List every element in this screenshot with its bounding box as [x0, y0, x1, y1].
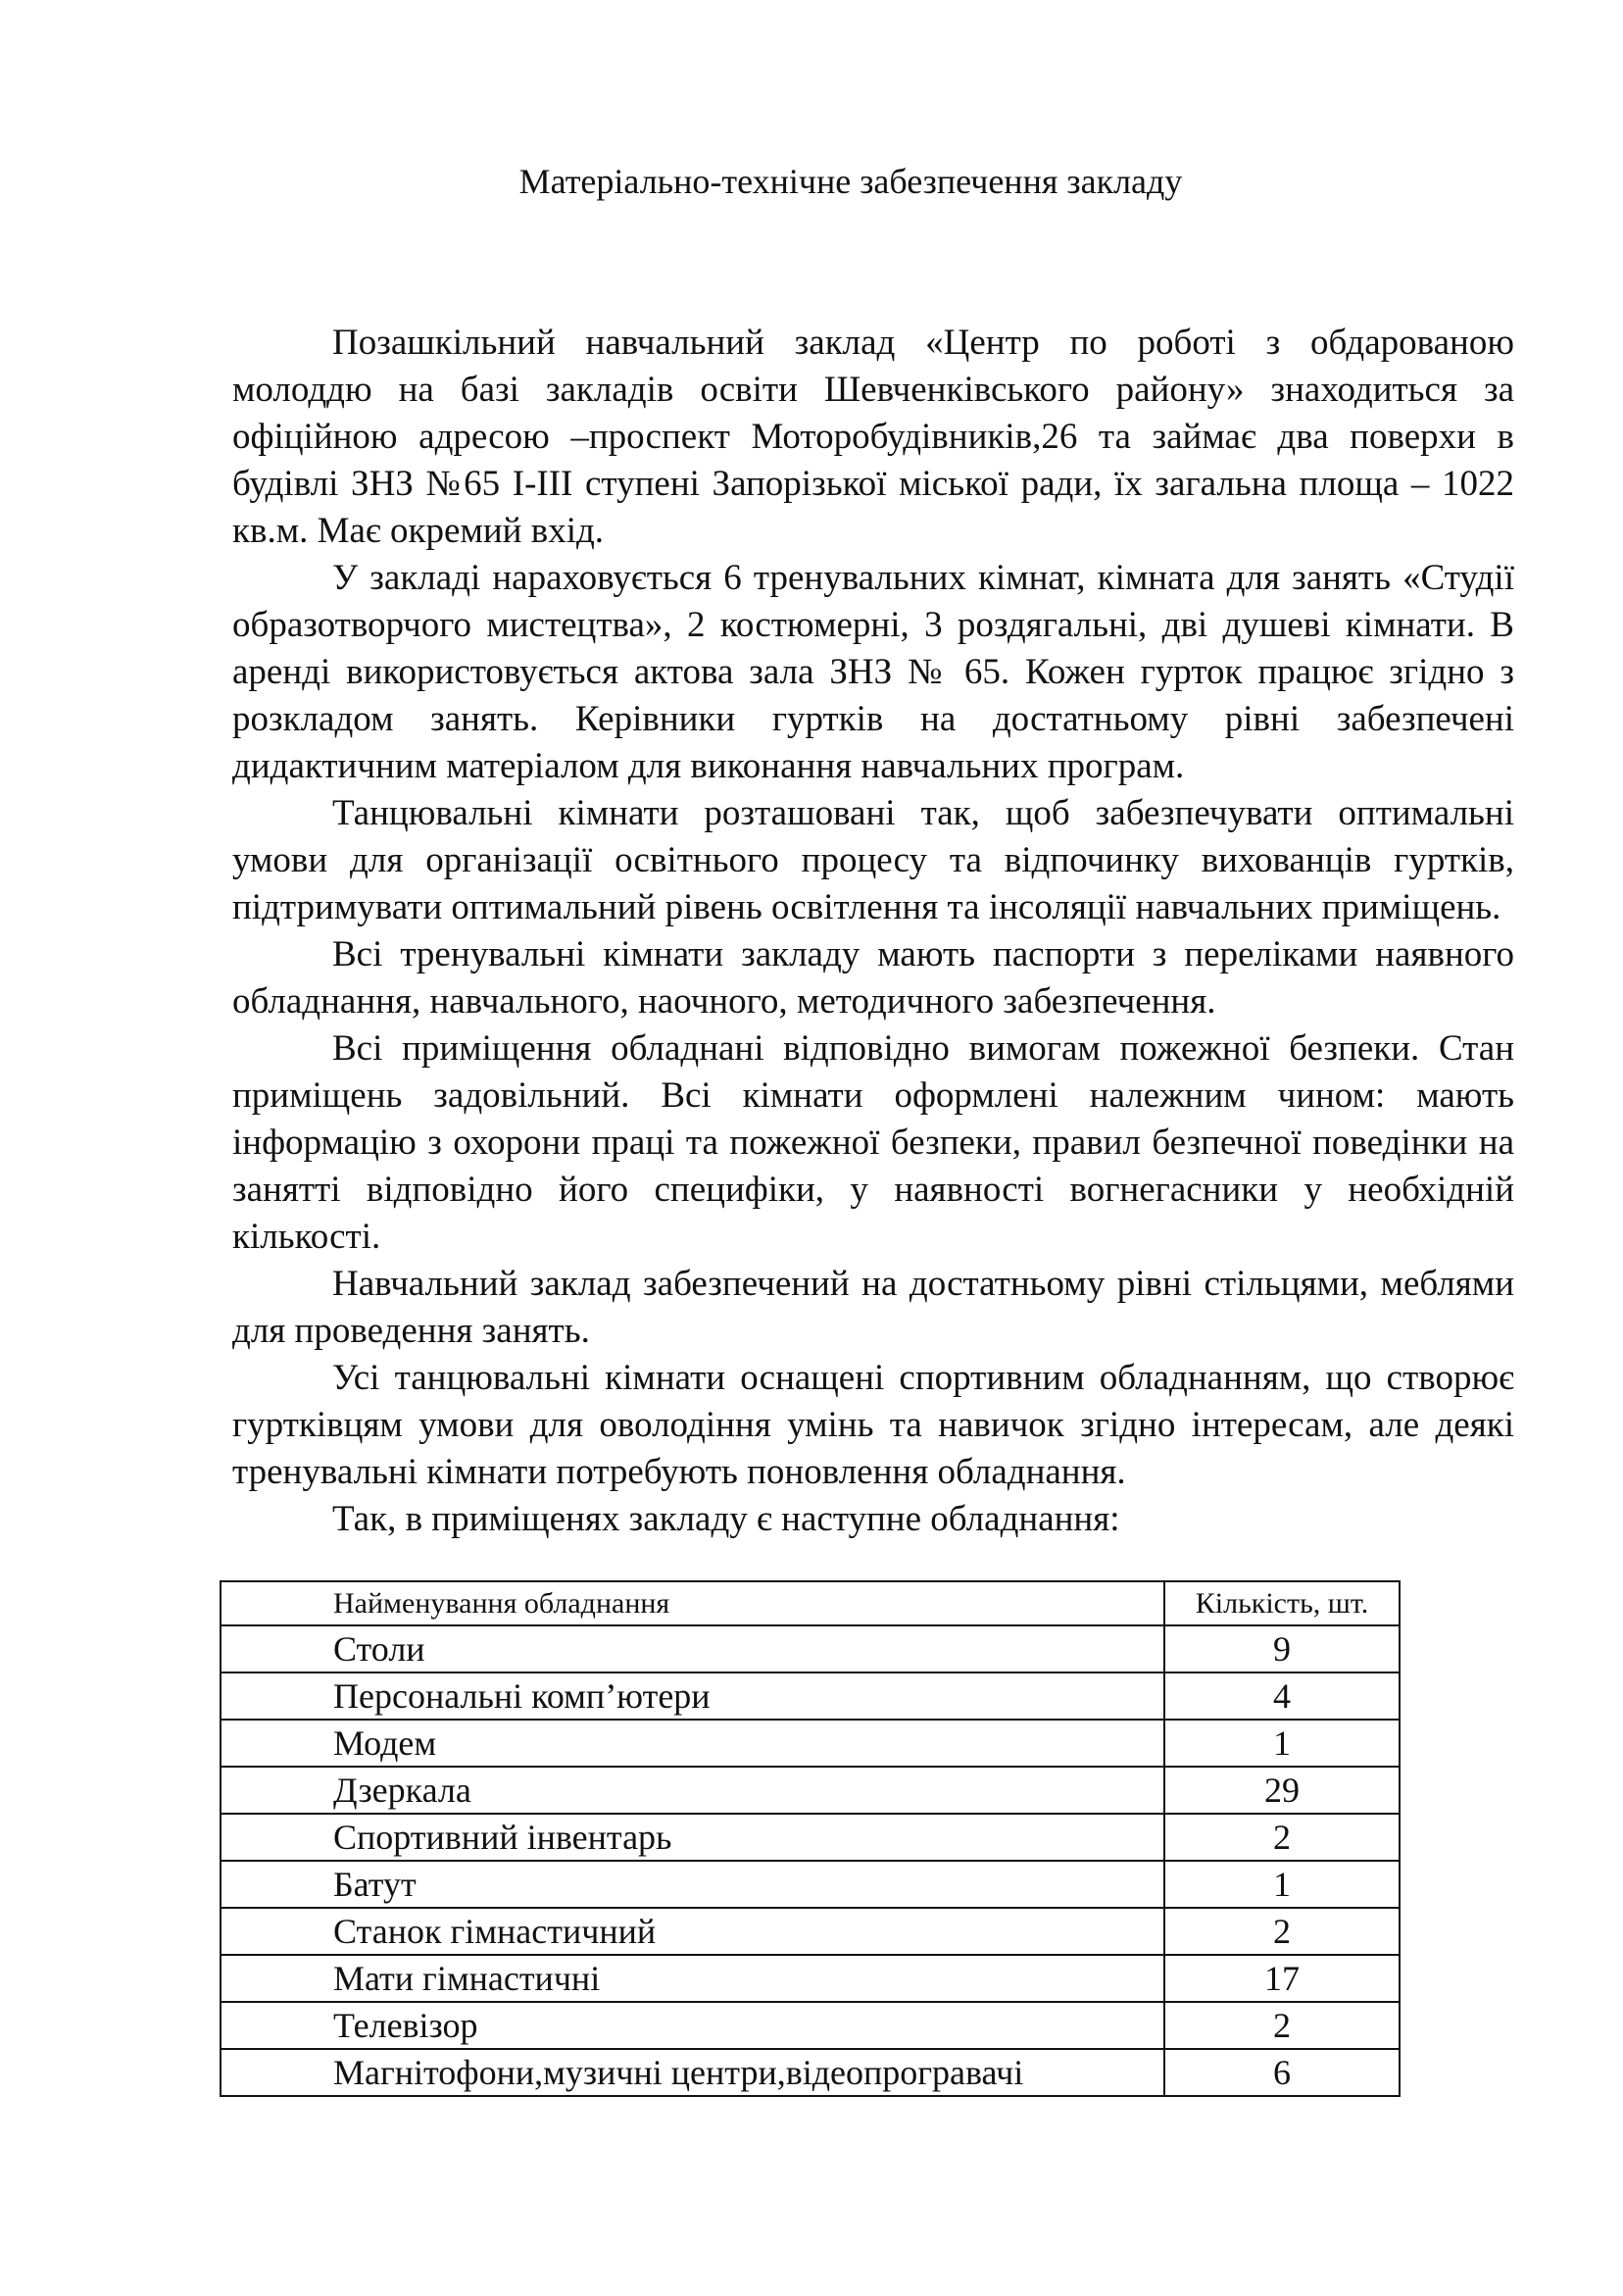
- table-row: [221, 1767, 1400, 1814]
- equipment-name-cell: Персональні комп’ютери: [221, 1672, 1164, 1720]
- table-row: [221, 1814, 1400, 1861]
- paragraph-passports: Всі тренувальні кімнати закладу мають паспорти з переліками наявного обладнання, навчального, наочного, методичного забезпечення.: [232, 934, 1514, 1022]
- equipment-quantity-cell: 6: [1164, 2049, 1400, 2096]
- equipment-name-cell: Мати гімнастичні: [221, 1955, 1164, 2002]
- equipment-quantity-cell: 17: [1164, 1955, 1400, 2002]
- equipment-name-cell: Батут: [221, 1861, 1164, 1908]
- equipment-name-cell: Станок гімнастичний: [221, 1908, 1164, 1955]
- equipment-quantity-cell: 29: [1164, 1767, 1400, 1814]
- equipment-name-cell: Дзеркала: [221, 1767, 1164, 1814]
- equipment-name-cell: Спортивний інвентарь: [221, 1814, 1164, 1861]
- equipment-quantity-cell: 2: [1164, 1814, 1400, 1861]
- table-row: [221, 1861, 1400, 1908]
- equipment-quantity-cell: 1: [1164, 1861, 1400, 1908]
- paragraph-sports-equipment: Усі танцювальні кімнати оснащені спортивним обладнанням, що створює гуртківцям умови для оволодіння умінь та навичок згідно інтересам, але деякі тренувальні кімнати потребують поновлення обладнання.: [232, 1358, 1514, 1492]
- table-row: [221, 1625, 1400, 1672]
- equipment-quantity-cell: 1: [1164, 1720, 1400, 1767]
- table-row: [221, 1720, 1400, 1767]
- column-header-quantity: Кількість, шт.: [1164, 1581, 1400, 1625]
- paragraph-dance-rooms: Танцювальні кімнати розташовані так, щоб забезпечувати оптимальні умови для організації освітнього процесу та відпочинку вихованців гуртків, підтримувати оптимальний рівень освітлення та інсоляції навчальних приміщень.: [232, 793, 1514, 927]
- equipment-quantity-cell: 4: [1164, 1672, 1400, 1720]
- paragraph-fire-safety: Всі приміщення обладнані відповідно вимогам пожежної безпеки. Стан приміщень задовільний. Всі кімнати оформлені належним чином: мають інформацію з охорони праці та пожежної безпеки, правил безпечної поведінки на занятті відповідно його специфіки, у наявності вогнегасники у необхідній кількості.: [232, 1028, 1514, 1257]
- document-body: [232, 320, 1514, 1543]
- paragraph-furniture: Навчальний заклад забезпечений на достатньому рівні стільцями, меблями для проведення занять.: [232, 1264, 1514, 1351]
- table-row: [221, 2049, 1400, 2096]
- table-row: [221, 1672, 1400, 1720]
- table-row: [221, 1955, 1400, 2002]
- paragraph-table-intro: Так, в приміщенях закладу є наступне обладнання:: [332, 1499, 1120, 1539]
- document-title: Матеріально-технічне забезпечення закладу: [518, 162, 1183, 201]
- equipment-quantity-cell: 2: [1164, 2002, 1400, 2049]
- equipment-table: [220, 1580, 1401, 2097]
- equipment-name-cell: Магнітофони,музичні центри,відеопрогравачі: [221, 2049, 1164, 2096]
- paragraph-location: Позашкільний навчальний заклад «Центр по роботі з обдарованою молоддю на базі закладів освіти Шевченківського району» знаходиться за офіційною адресою –проспект Моторобудівників,26 та займає два поверхи в будівлі ЗНЗ №65 І-ІІІ ступені Запорізької міської ради, їх загальна площа – 1022 кв.м. Має окремий вхід.: [232, 323, 1514, 551]
- column-header-name: Найменування обладнання: [221, 1581, 1164, 1625]
- equipment-quantity-cell: 9: [1164, 1625, 1400, 1672]
- equipment-name-cell: Телевізор: [221, 2002, 1164, 2049]
- equipment-name-cell: Модем: [221, 1720, 1164, 1767]
- table-row: [221, 1908, 1400, 1955]
- table-header-row: [221, 1581, 1400, 1625]
- table-row: [221, 2002, 1400, 2049]
- paragraph-rooms: У закладі нараховується 6 тренувальних кімнат, кімната для занять «Студії образотворчого мистецтва», 2 костюмерні, 3 роздягальні, дві душеві кімнати. В аренді використовується актова зала ЗНЗ № 65. Кожен гурток працює згідно з розкладом занять. Керівники гуртків на достатньому рівні забезпечені дидактичним матеріалом для виконання навчальних програм.: [232, 558, 1514, 786]
- equipment-quantity-cell: 2: [1164, 1908, 1400, 1955]
- equipment-name-cell: Столи: [221, 1625, 1164, 1672]
